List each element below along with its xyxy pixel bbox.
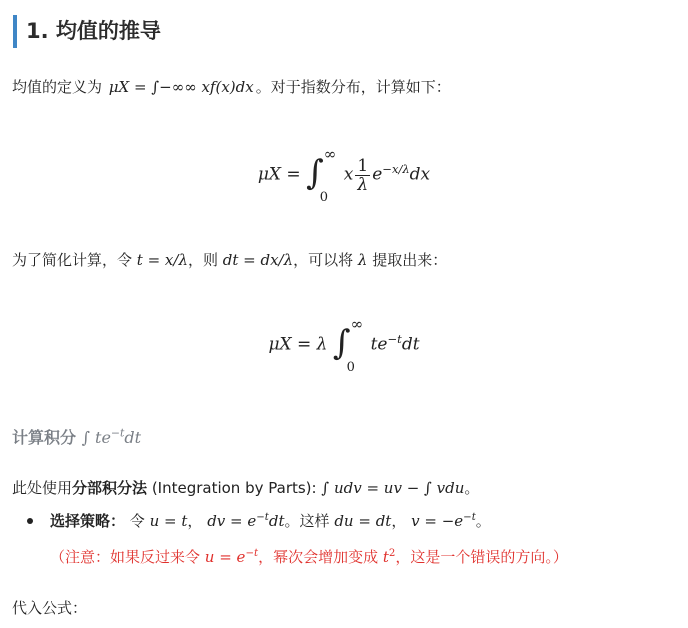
mean-definition-tail: 。对于指数分布，计算如下： [255, 78, 451, 96]
integration-by-parts-paragraph [12, 476, 479, 500]
eq2-upper-limit: ∞ [350, 315, 364, 333]
ibp-formula: ∫ udv = uv − ∫ vdu [321, 479, 465, 497]
substitution-dt: dt = dx/λ [222, 251, 294, 269]
strategy-u: u = t [149, 512, 188, 530]
subheading-text: 计算积分 [12, 428, 77, 447]
eq1-differential: dx [409, 164, 431, 185]
strategy-v [411, 512, 476, 530]
list-bullet-icon [27, 518, 33, 524]
strategy-v-base: v = −e [411, 512, 464, 530]
strategy-sep2: ， [391, 512, 407, 530]
note-u-exp: −t [245, 548, 259, 559]
ibp-text: 此处使用 [12, 479, 73, 497]
eq2-lhs: μX = λ [268, 334, 328, 355]
ibp-bold-term: 分部积分法 [72, 479, 148, 497]
subheading-formula-base: ∫ te [81, 428, 111, 447]
strategy-note [50, 545, 568, 569]
note-u-base: u = e [204, 548, 246, 566]
eq1-upper-limit: ∞ [323, 145, 337, 163]
mean-definition-text: 均值的定义为 [12, 78, 103, 96]
strategy-label: 选择策略： [50, 512, 126, 530]
strategy-v-exp: −t [463, 512, 476, 523]
strategy-list-item [50, 509, 491, 533]
section-heading: 1. 均值的推导 [13, 15, 161, 48]
ibp-english: (Integration by Parts): [151, 479, 317, 497]
substitute-formula-paragraph: 代入公式： [12, 599, 88, 617]
note-mid: ，幂次会增加变成 [258, 548, 379, 566]
ibp-end: 。 [464, 479, 480, 497]
integral-sign-icon: ∫ [306, 153, 324, 193]
note-tail: ，这是一个错误的方向。） [395, 548, 568, 566]
strategy-end: 。 [475, 512, 491, 530]
eq2-exponent: −t [387, 331, 402, 346]
mean-definition-paragraph [12, 75, 451, 99]
strategy-sep: ， [187, 512, 203, 530]
substitution-lambda: λ [357, 251, 368, 269]
mean-integral-equation [0, 145, 688, 205]
substitution-mid1: ，则 [187, 251, 218, 269]
strategy-dv-exp: −t [256, 512, 269, 523]
note-text: （注意：如果反过来令 [50, 548, 201, 566]
strategy-let: 令 [129, 512, 145, 530]
eq2-lower-limit: 0 [346, 360, 355, 375]
strategy-dv [207, 512, 284, 530]
eq2-differential: dt [401, 334, 420, 355]
integral-subheading [12, 425, 141, 451]
eq1-x: x [343, 164, 354, 185]
substitution-tail: 提取出来： [372, 251, 448, 269]
eq1-fraction-denominator: λ [357, 174, 369, 195]
note-t2 [383, 548, 396, 566]
subheading-formula [82, 428, 141, 447]
subheading-formula-exp: −t [110, 426, 125, 440]
substitution-mid2: ，可以将 [293, 251, 354, 269]
eq1-lower-limit: 0 [319, 190, 329, 205]
eq1-exponent: −x/λ [382, 161, 410, 176]
eq1-lhs: μX = [257, 164, 301, 185]
substitution-t: t = x/λ [136, 251, 188, 269]
subheading-formula-dt: dt [124, 428, 142, 447]
strategy-dv-base: dv = e [207, 512, 257, 530]
mean-definition-formula: μX = ∫−∞∞ xf(x)dx [108, 78, 254, 96]
substitution-paragraph [12, 248, 447, 272]
integral-sign-icon: ∫ [332, 323, 351, 363]
strategy-dv-dt: dt [268, 512, 285, 530]
eq1-exp-base: e [372, 164, 383, 185]
simplified-integral-equation [0, 315, 688, 375]
note-u [205, 548, 258, 566]
eq2-body: te [370, 334, 388, 355]
strategy-mid: 。这样 [284, 512, 330, 530]
strategy-du: du = dt [334, 512, 392, 530]
eq1-fraction-numerator: 1 [357, 155, 369, 176]
substitution-text: 为了简化计算，令 [12, 251, 133, 269]
note-t2-base: t [382, 548, 389, 566]
note-t2-exp: 2 [388, 548, 396, 559]
